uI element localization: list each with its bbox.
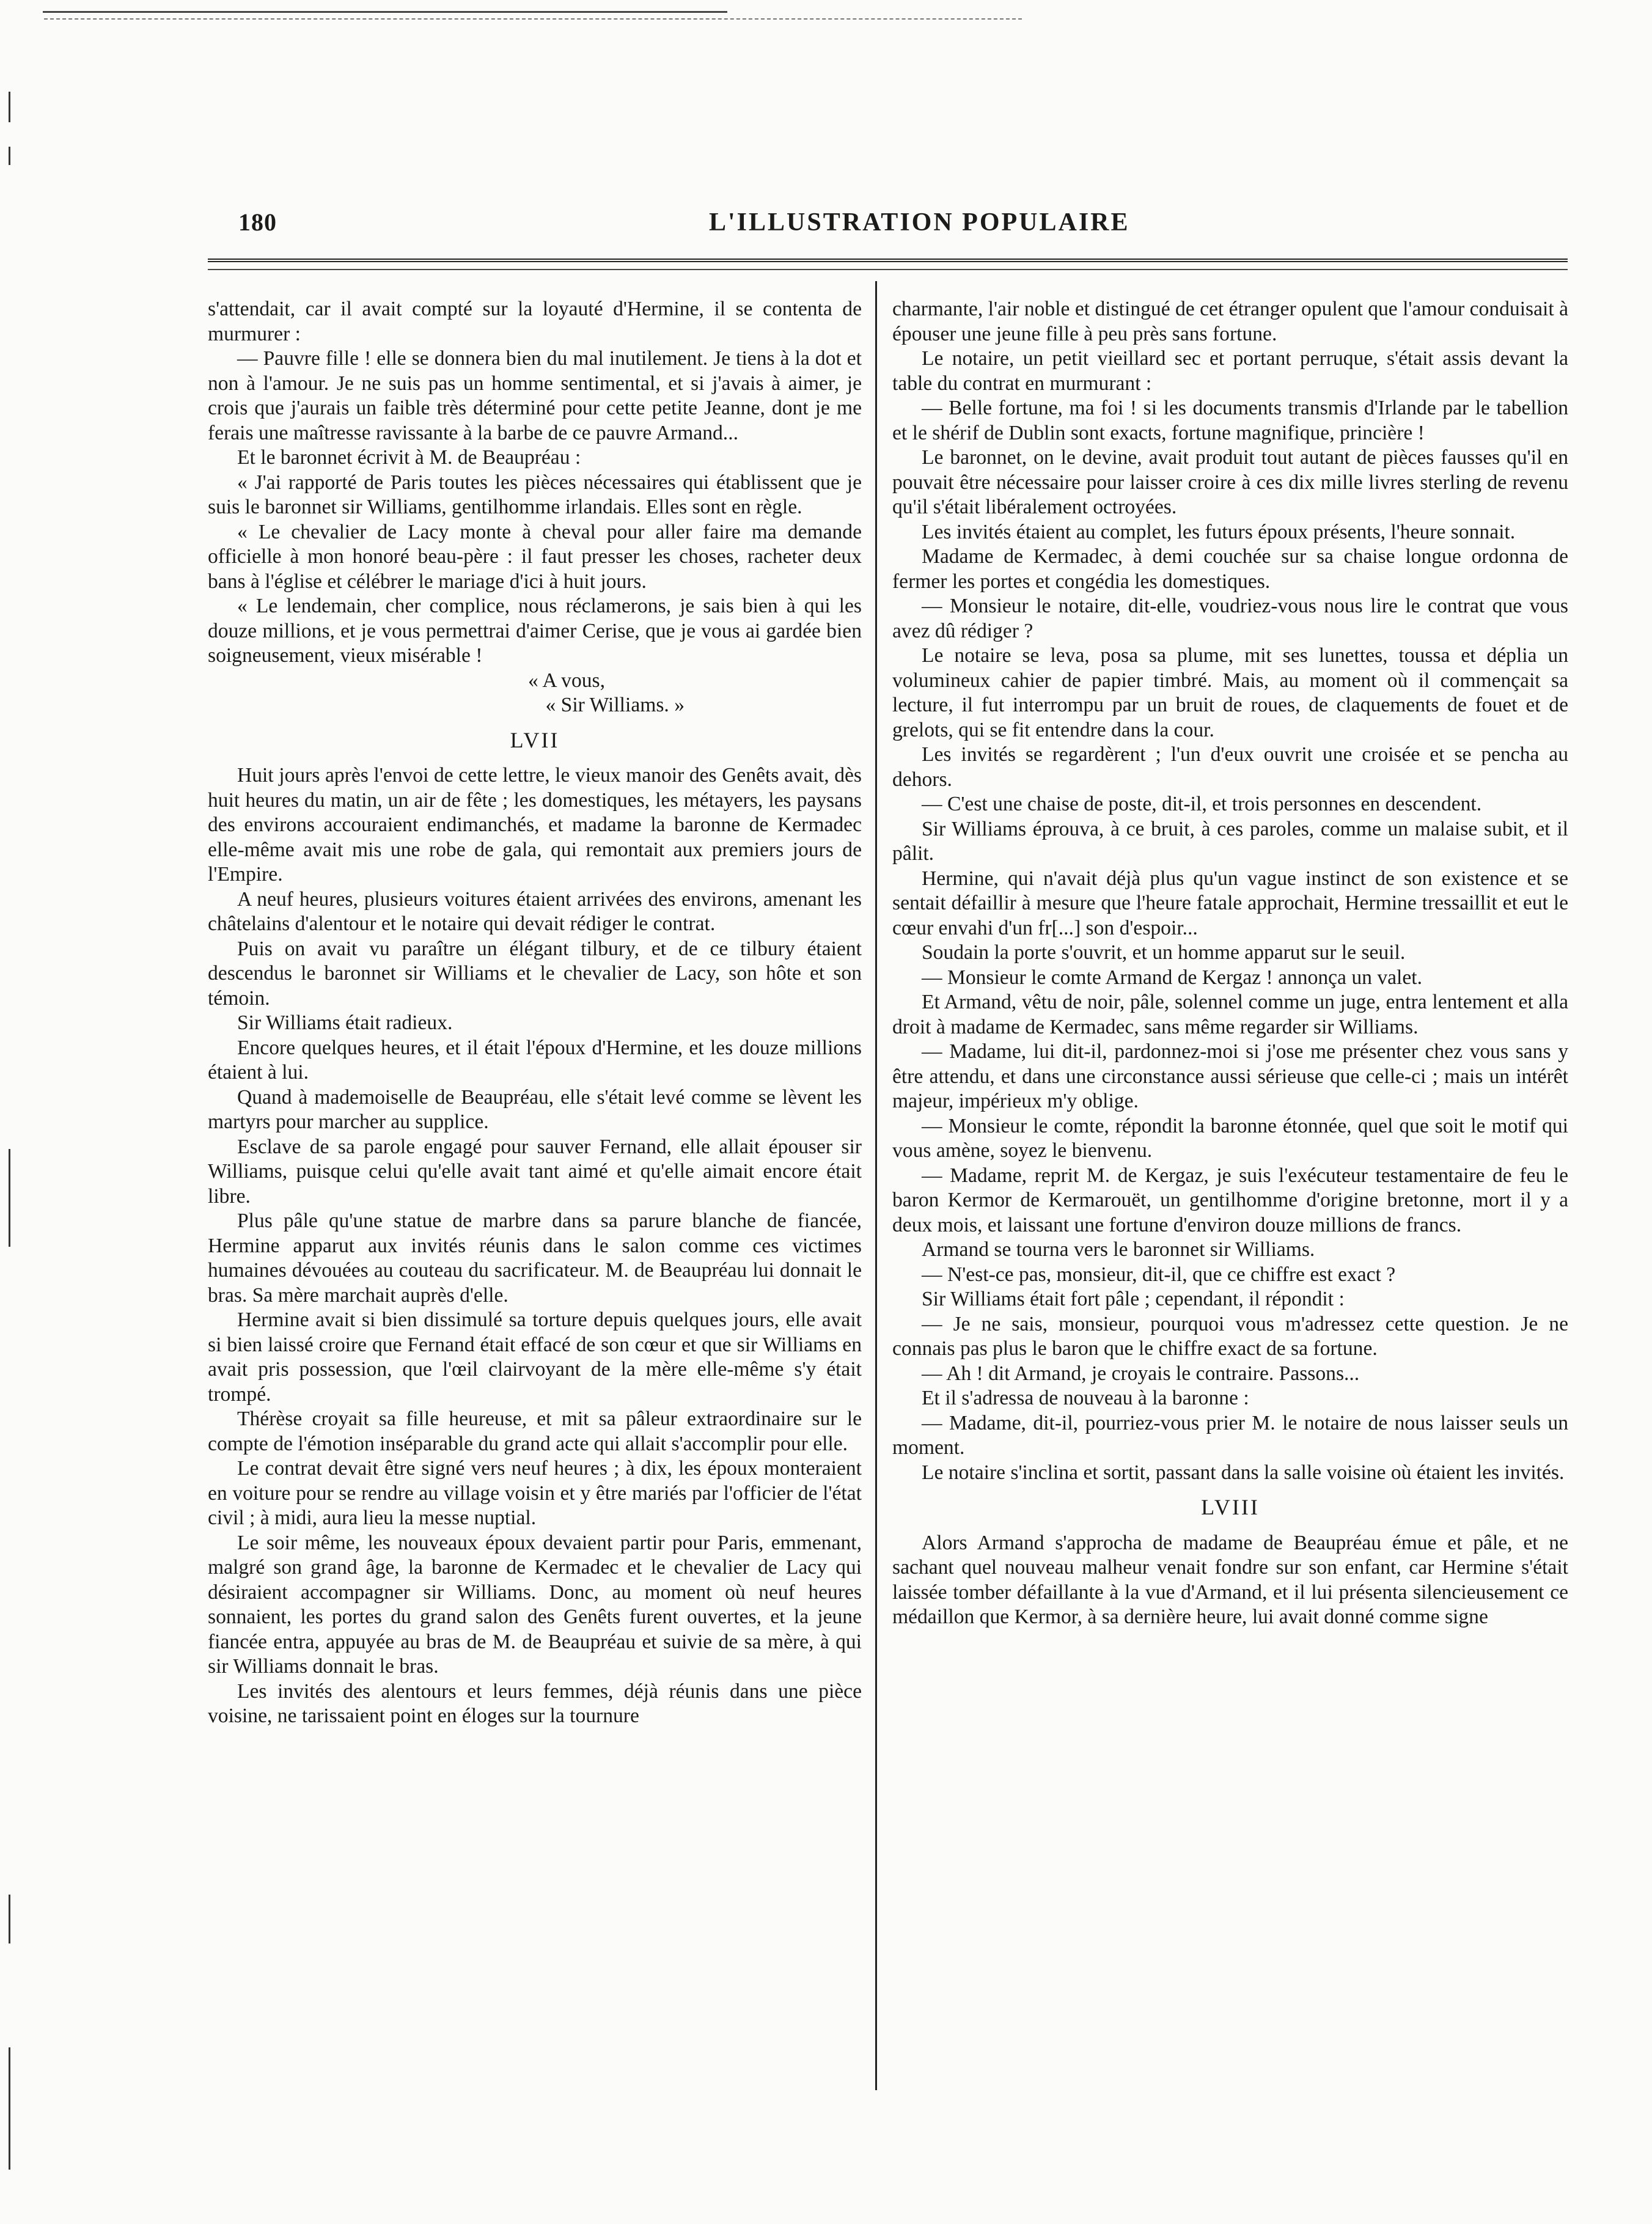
letter-signature: « Sir Williams. »: [545, 694, 685, 716]
top-edge-dashed-rule: [44, 18, 1022, 20]
paragraph: Sir Williams était fort pâle ; cependant, il répondit :: [922, 1288, 1345, 1310]
paragraph: — Ah ! dit Armand, je croyais le contraire. Passons...: [922, 1362, 1360, 1385]
paragraph: — Madame, dit-il, pourriez-vous prier M. le notaire de nous laisser seuls un moment.: [892, 1411, 1568, 1459]
header-double-rule: [208, 259, 1568, 262]
paragraph: Hermine, qui n'avait déjà plus qu'un vague instinct de son existence et se sentait défaillir à mesure que l'heure fatale approchait, Hermine tressaillit et eut le cœur envahi d'un fr[...] son d'espoir...: [892, 867, 1568, 939]
paragraph: Huit jours après l'envoi de cette lettre, le vieux manoir des Genêts avait, dès huit heures du matin, un air de fête ; les domestiques, les métayers, les paysans des environs accouraient endimanchés, et madame la baronne de Kermadec elle-même avait mis une robe de gala, qui remontait aux premiers jours de l'Empire.: [208, 764, 862, 886]
chapter-heading: LVII: [510, 727, 560, 752]
paragraph: Et le baronnet écrivit à M. de Beaupréau :: [237, 446, 581, 469]
paragraph: — N'est-ce pas, monsieur, dit-il, que ce chiffre est exact ?: [922, 1263, 1396, 1286]
paragraph: Soudain la porte s'ouvrit, et un homme apparut sur le seuil.: [922, 941, 1406, 964]
paragraph: Le contrat devait être signé vers neuf heures ; à dix, les époux monteraient en voiture pour se rendre au village voisin et y être mariés par l'officier de l'état civil ; à midi, aura lieu la messe nuptial.: [208, 1457, 862, 1529]
paragraph: Le notaire, un petit vieillard sec et portant perruque, s'était assis devant la table du contrat en murmurant :: [892, 347, 1568, 395]
paragraph: — Madame, lui dit-il, pardonnez-moi si j'ose me présenter chez vous sans y être attendu, et dans une circonstance aussi sérieuse que celle-ci ; mais un intérêt majeur, impérieux m'y oblige.: [892, 1040, 1568, 1112]
paragraph: — Monsieur le comte, répondit la baronne étonnée, quel que soit le motif qui vous amène, soyez le bienvenu.: [892, 1114, 1568, 1162]
paragraph: Le baronnet, on le devine, avait produit tout autant de pièces fausses qu'il en pouvait être nécessaire pour laisser croire à ces dix mille livres sterling de revenu qu'il s'était libéralement octroyées.: [892, 446, 1568, 518]
paragraph: Thérèse croyait sa fille heureuse, et mit sa pâleur extraordinaire sur le compte de l'émotion inséparable du grand acte qui allait s'accomplir pour elle.: [208, 1407, 862, 1455]
paragraph: Et il s'adressa de nouveau à la baronne :: [922, 1387, 1249, 1409]
paragraph: s'attendait, car il avait compté sur la loyauté d'Hermine, il se contenta de murmurer :: [208, 298, 862, 345]
paragraph: Les invités des alentours et leurs femmes, déjà réunis dans une pièce voisine, ne tarissaient point en éloges sur la tournure: [208, 1679, 862, 1727]
column-divider: [875, 281, 877, 2090]
journal-title: L'ILLUSTRATION POPULAIRE: [709, 208, 1130, 237]
letter-closing: « A vous,: [528, 669, 605, 692]
paragraph: « J'ai rapporté de Paris toutes les pièces nécessaires qui établissent que je suis le baronnet sir Williams, gentilhomme irlandais. Elles sont en règle.: [208, 471, 862, 518]
paragraph: Sir Williams éprouva, à ce bruit, à ces paroles, comme un malaise subit, et il pâlit.: [892, 817, 1568, 865]
header-rule: [208, 269, 1568, 270]
paragraph: — C'est une chaise de poste, dit-il, et trois personnes en descendent.: [922, 793, 1482, 815]
paragraph: « Le chevalier de Lacy monte à cheval pour aller faire ma demande officielle à mon honoré beau-père : il faut presser les choses, racheter deux bans à l'église et célébrer le mariage d'ici à huit jours.: [208, 520, 862, 593]
paragraph: Hermine avait si bien dissimulé sa torture depuis quelques jours, elle avait si bien laissé croire que Fernand était effacé de son cœur et que sir Williams en avait pris possession, que l'œil clairvoyant de la mère elle-même s'y était trompé.: [208, 1308, 862, 1406]
left-column: [208, 297, 862, 1729]
paragraph: Les invités étaient au complet, les futurs époux présents, l'heure sonnait.: [922, 520, 1516, 543]
paragraph: — Je ne sais, monsieur, pourquoi vous m'adressez cette question. Je ne connais pas plus le baron que le chiffre exact de sa fortune.: [892, 1312, 1568, 1360]
top-edge-rule: [43, 11, 727, 13]
paragraph: « Le lendemain, cher complice, nous réclamerons, je sais bien à qui les douze millions, et je vous permettrai d'aimer Cerise, que je vous ai gardée bien soigneusement, vieux misérable !: [208, 595, 862, 667]
paragraph: — Pauvre fille ! elle se donnera bien du mal inutilement. Je tiens à la dot et non à l'amour. Je ne suis pas un homme sentimental, et si j'avais à aimer, je crois que j'aurais un faible très déterminé pour cette petite Jeanne, dont je me ferais une maîtresse ravissante à la barbe de ce pauvre Armand...: [208, 347, 862, 444]
paragraph: Sir Williams était radieux.: [237, 1011, 453, 1034]
paragraph: Le notaire s'inclina et sortit, passant dans la salle voisine où étaient les invités.: [922, 1461, 1565, 1484]
paragraph: Armand se tourna vers le baronnet sir Williams.: [922, 1238, 1315, 1261]
paragraph: Le notaire se leva, posa sa plume, mit ses lunettes, toussa et déplia un volumineux cahier de papier timbré. Mais, au moment où il commençait sa lecture, il fut interrompu par un bruit de roues, de claquements de fouet et de grelots, qui se fit entendre dans la cour.: [892, 644, 1568, 741]
paragraph: Puis on avait vu paraître un élégant tilbury, et de ce tilbury étaient descendus le baronnet sir Williams et le chevalier de Lacy, son hôte et son témoin.: [208, 937, 862, 1010]
paragraph: Madame de Kermadec, à demi couchée sur sa chaise longue ordonna de fermer les portes et congédia les domestiques.: [892, 545, 1568, 593]
paragraph: charmante, l'air noble et distingué de cet étranger opulent que l'amour conduisait à épouser une jeune fille à peu près sans fortune.: [892, 298, 1568, 345]
paragraph: Quand à mademoiselle de Beaupréau, elle s'était levé comme se lèvent les martyrs pour marcher au supplice.: [208, 1085, 862, 1133]
chapter-heading: LVIII: [1201, 1495, 1260, 1519]
paragraph: Le soir même, les nouveaux époux devaient partir pour Paris, emmenant, malgré son grand âge, la baronne de Kermadec et le chevalier de Lacy qui désiraient accompagner sir Williams. Donc, au moment où neuf heures sonnaient, les portes du grand salon des Genêts furent ouvertes, et la jeune fiancée entra, appuyée au bras de M. de Beaupréau et suivie de sa mère, à qui sir Williams donnait le bras.: [208, 1531, 862, 1678]
paragraph: Encore quelques heures, et il était l'époux d'Hermine, et les douze millions étaient à lui.: [208, 1036, 862, 1084]
paragraph: — Madame, reprit M. de Kergaz, je suis l'exécuteur testamentaire de feu le baron Kermor de Kermarouët, un gentilhomme d'origine bretonne, mort il y a deux mois, et laissant une fortune d'environ douze millions de francs.: [892, 1164, 1568, 1236]
paragraph: — Monsieur le notaire, dit-elle, voudriez-vous nous lire le contrat que vous avez dû rédiger ?: [892, 595, 1568, 642]
right-column: [892, 297, 1568, 1630]
paragraph: — Monsieur le comte Armand de Kergaz ! annonça un valet.: [922, 966, 1422, 989]
paragraph: Et Armand, vêtu de noir, pâle, solennel comme un juge, entra lentement et alla droit à madame de Kermadec, sans même regarder sir Williams.: [892, 991, 1568, 1038]
paragraph: A neuf heures, plusieurs voitures étaient arrivées des environs, amenant les châtelains d'alentour et le notaire qui devait rédiger le contrat.: [208, 887, 862, 935]
left-edge-scan-marks: [0, 0, 24, 2224]
page-number: 180: [238, 208, 277, 236]
paragraph: Esclave de sa parole engagé pour sauver Fernand, elle allait épouser sir Williams, puisque celui qu'elle avait tant aimé et qu'elle aimait encore était libre.: [208, 1135, 862, 1208]
paragraph: Plus pâle qu'une statue de marbre dans sa parure blanche de fiancée, Hermine apparut aux invités réunis dans le salon comme ces victimes humaines dévouées au couteau du sacrificateur. M. de Beaupréau lui donnait le bras. Sa mère marchait auprès d'elle.: [208, 1209, 862, 1307]
paragraph: Les invités se regardèrent ; l'un d'eux ouvrit une croisée et se pencha au dehors.: [892, 743, 1568, 791]
paragraph: Alors Armand s'approcha de madame de Beaupréau émue et pâle, et ne sachant quel nouveau malheur venait fondre sur son enfant, car Hermine s'était laissée tomber défaillante à la vue d'Armand, et il lui présenta silencieusement ce médaillon que Kermor, à sa dernière heure, lui avait donné comme signe: [892, 1531, 1568, 1628]
paragraph: — Belle fortune, ma foi ! si les documents transmis d'Irlande par le tabellion et le shérif de Dublin sont exacts, fortune magnifique, princière !: [892, 397, 1568, 444]
